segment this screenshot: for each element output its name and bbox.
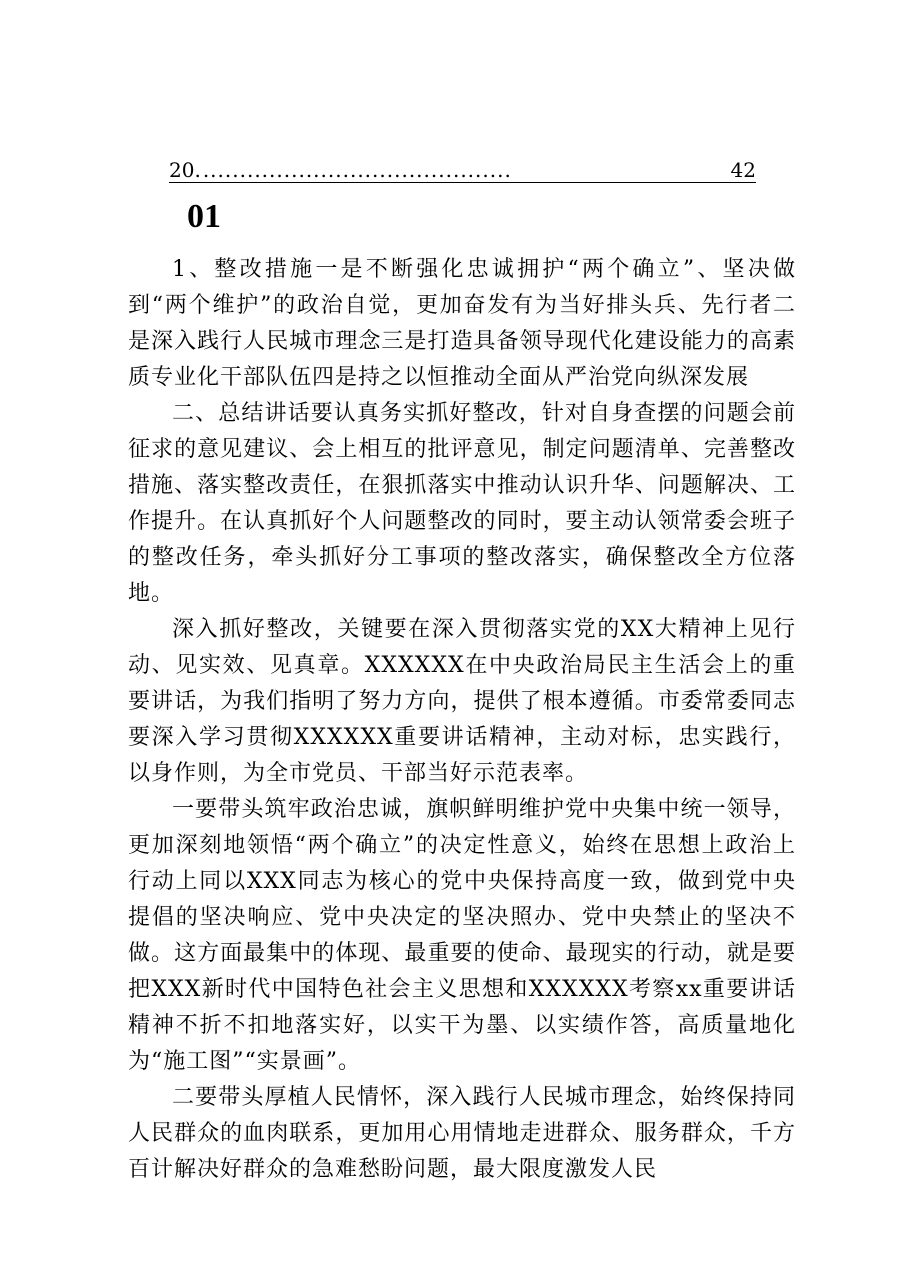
paragraph: 二、总结讲话要认真务实抓好整改，针对自身查摆的问题会前征求的意见建议、会上相互的批评意见，制定问题清单、完善整改措施、落实整改责任，在狠抓落实中推动认识升华、问题解决、工作提升。在认真抓好个人问题整改的同时，要主动认领常委会班子的整改任务，牵头抓好分工事项的整改落实，确保整改全方位落地。 [128, 401, 796, 606]
paragraph: 二要带头厚植人民情怀，深入践行人民城市理念，始终保持同人民群众的血肉联系，更加用心用情地走进群众、服务群众，千方百计解决好群众的急难愁盼问题，最大限度激发人民 [128, 1085, 796, 1182]
section-heading: 01 [187, 198, 221, 235]
toc-entry-number: 20. [169, 158, 201, 182]
document-body [128, 252, 796, 1188]
toc-leader-dots: .......................................... [202, 158, 512, 182]
toc-page-number: 42 [730, 158, 756, 182]
paragraph: 1、整改措施一是不断强化忠诚拥护“两个确立”、坚决做到“两个维护”的政治自觉，更加奋发有为当好排头兵、先行者二是深入践行人民城市理念三是打造具备领导现代化建设能力的高素质专业化干部队伍四是持之以恒推动全面从严治党向纵深发展 [128, 257, 796, 390]
paragraph: 深入抓好整改，关键要在深入贯彻落实党的XX大精神上见行动、见实效、见真章。XXXXXX在中央政治局民主生活会上的重要讲话，为我们指明了努力方向，提供了根本遵循。市委常委同志要深入学习贯彻XXXXXX重要讲话精神，主动对标，忠实践行，以身作则，为全市党员、干部当好示范表率。 [128, 617, 796, 786]
toc-entry [169, 156, 756, 183]
paragraph: 一要带头筑牢政治忠诚，旗帜鲜明维护党中央集中统一领导，更加深刻地领悟“两个确立”的决定性意义，始终在思想上政治上行动上同以XXX同志为核心的党中央保持高度一致，做到党中央提倡的坚决响应、党中央决定的坚决照办、党中央禁止的坚决不做。这方面最集中的体现、最重要的使命、最现实的行动，就是要把XXX新时代中国特色社会主义思想和XXXXXX考察xx重要讲话精神不折不扣地落实好，以实干为墨、以实绩作答，高质量地化为“施工图”“实景画”。 [128, 797, 796, 1074]
